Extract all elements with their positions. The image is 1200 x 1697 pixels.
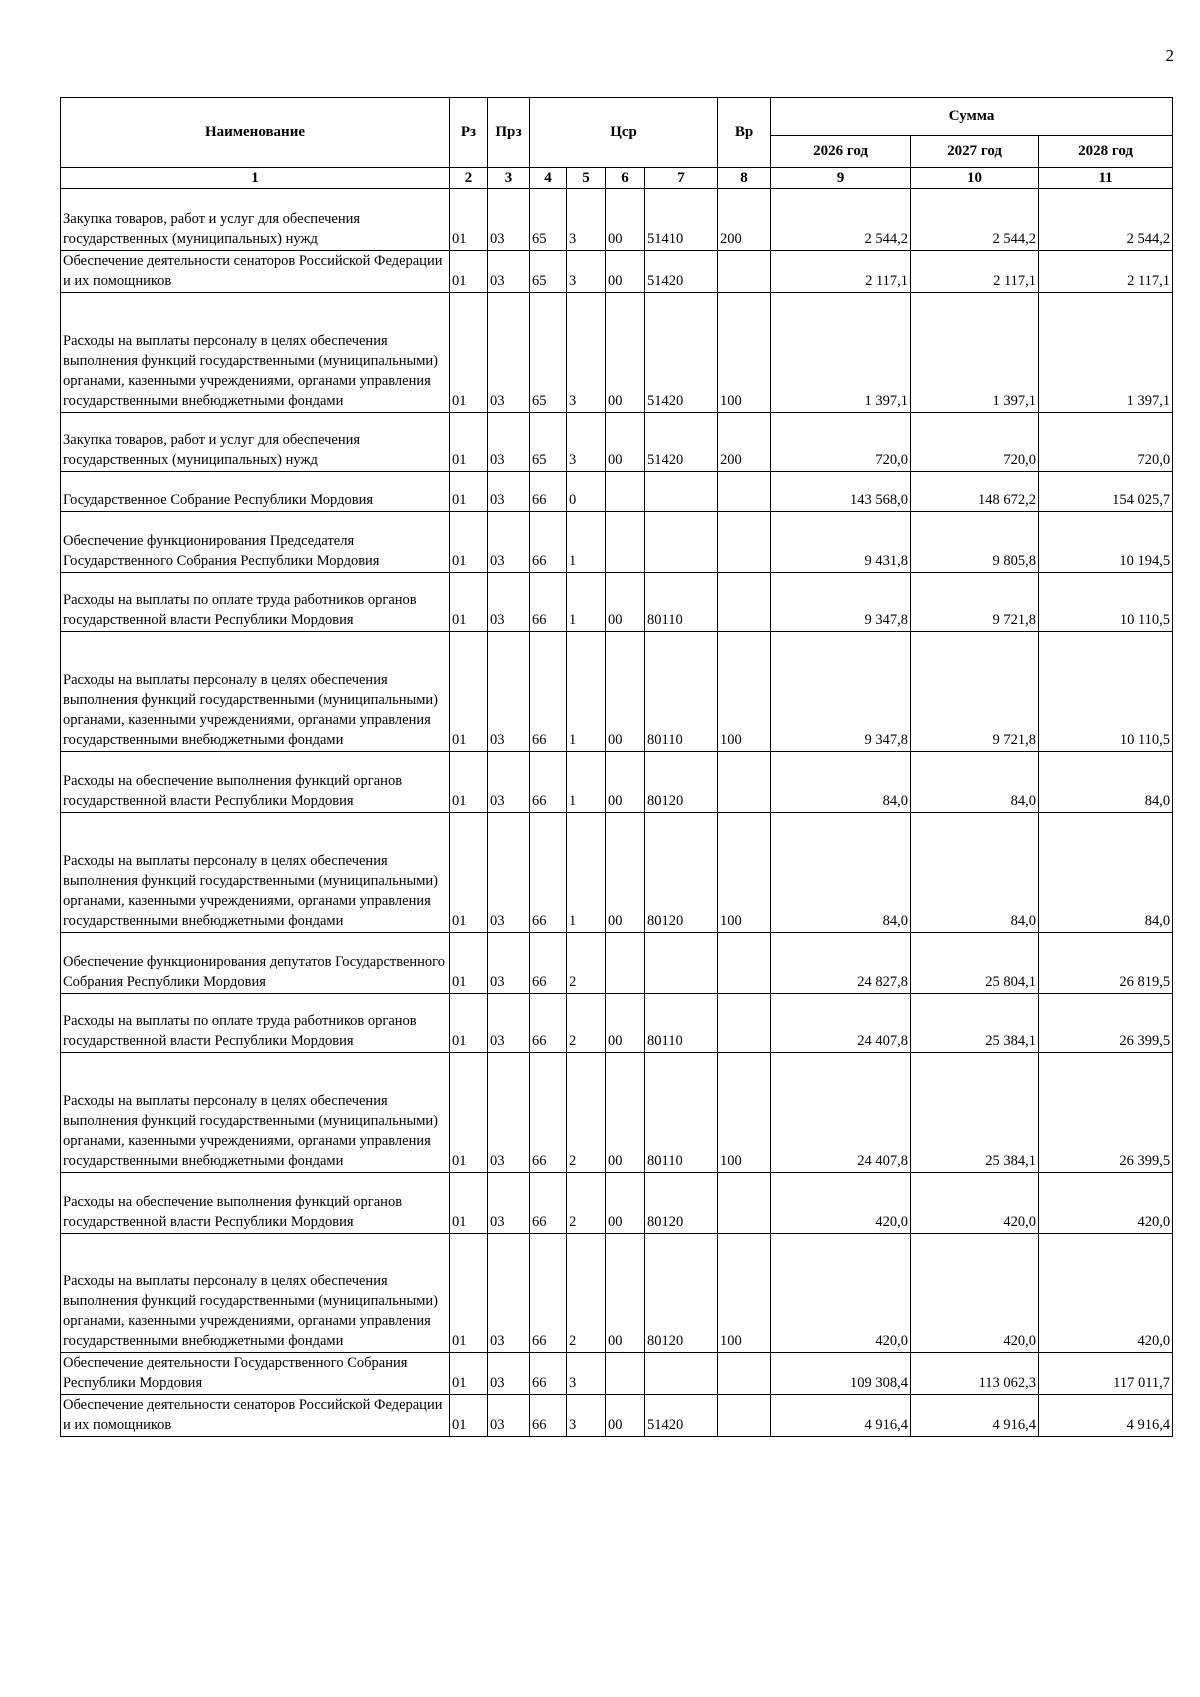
row-csr-part7: 80120 (645, 752, 718, 813)
row-vr (718, 1173, 771, 1234)
table-row (61, 752, 1173, 813)
row-rz: 01 (450, 933, 488, 994)
row-csr-part7: 51420 (645, 413, 718, 472)
row-name: Обеспечение деятельности сенаторов Российской Федерации и их помощников (61, 1395, 450, 1437)
row-amount-2027: 420,0 (911, 1234, 1039, 1353)
row-vr (718, 752, 771, 813)
row-rz: 01 (450, 251, 488, 293)
row-csr-part5: 2 (567, 1053, 606, 1173)
row-rz: 01 (450, 813, 488, 933)
row-name: Расходы на выплаты персоналу в целях обеспечения выполнения функций государственными (муниципальными) органами, казенными учреждениями, органами управления государственными внебюджетными фондами (61, 293, 450, 413)
row-csr-part4: 66 (530, 933, 567, 994)
row-csr-part4: 66 (530, 752, 567, 813)
col-header-rz: Рз (450, 98, 488, 168)
row-name: Обеспечение функционирования депутатов Государственного Собрания Республики Мордовия (61, 933, 450, 994)
row-amount-2028: 84,0 (1039, 752, 1173, 813)
row-amount-2027: 9 721,8 (911, 573, 1039, 632)
col-number: 5 (567, 168, 606, 189)
col-header-year-2026: 2026 год (771, 136, 911, 168)
row-amount-2028: 420,0 (1039, 1234, 1173, 1353)
row-prz: 03 (488, 251, 530, 293)
column-number-row (61, 168, 1173, 189)
row-vr (718, 1353, 771, 1395)
row-csr-part5: 0 (567, 472, 606, 512)
row-csr-part6: 00 (606, 293, 645, 413)
row-csr-part6: 00 (606, 632, 645, 752)
table-row (61, 632, 1173, 752)
row-csr-part7: 80110 (645, 1053, 718, 1173)
col-header-year-2027: 2027 год (911, 136, 1039, 168)
row-amount-2026: 2 117,1 (771, 251, 911, 293)
row-csr-part6: 00 (606, 413, 645, 472)
row-csr-part7: 51410 (645, 189, 718, 251)
row-name: Расходы на выплаты персоналу в целях обеспечения выполнения функций государственными (муниципальными) органами, казенными учреждениями, органами управления государственными внебюджетными фондами (61, 813, 450, 933)
row-name: Государственное Собрание Республики Мордовия (61, 472, 450, 512)
row-csr-part4: 66 (530, 1173, 567, 1234)
col-header-csr: Цср (530, 98, 718, 168)
row-prz: 03 (488, 813, 530, 933)
row-name: Обеспечение деятельности Государственного Собрания Республики Мордовия (61, 1353, 450, 1395)
row-vr (718, 994, 771, 1053)
table-row (61, 293, 1173, 413)
row-csr-part4: 66 (530, 573, 567, 632)
row-csr-part6: 00 (606, 813, 645, 933)
row-csr-part4: 66 (530, 632, 567, 752)
table-row (61, 1395, 1173, 1437)
row-csr-part5: 2 (567, 1234, 606, 1353)
row-name: Расходы на выплаты персоналу в целях обеспечения выполнения функций государственными (муниципальными) органами, казенными учреждениями, органами управления государственными внебюджетными фондами (61, 1053, 450, 1173)
row-rz: 01 (450, 1173, 488, 1234)
row-rz: 01 (450, 413, 488, 472)
row-csr-part4: 66 (530, 813, 567, 933)
row-amount-2027: 1 397,1 (911, 293, 1039, 413)
row-csr-part6: 00 (606, 189, 645, 251)
row-amount-2026: 9 431,8 (771, 512, 911, 573)
row-vr (718, 251, 771, 293)
row-csr-part6 (606, 1353, 645, 1395)
row-prz: 03 (488, 512, 530, 573)
row-rz: 01 (450, 994, 488, 1053)
row-csr-part6: 00 (606, 573, 645, 632)
col-number: 3 (488, 168, 530, 189)
row-amount-2028: 26 819,5 (1039, 933, 1173, 994)
row-amount-2027: 25 384,1 (911, 994, 1039, 1053)
row-prz: 03 (488, 573, 530, 632)
row-csr-part6: 00 (606, 994, 645, 1053)
row-rz: 01 (450, 512, 488, 573)
page-number: 2 (1165, 46, 1174, 65)
row-vr: 100 (718, 632, 771, 752)
row-csr-part4: 66 (530, 512, 567, 573)
row-csr-part7 (645, 472, 718, 512)
row-amount-2027: 9 721,8 (911, 632, 1039, 752)
table-row (61, 813, 1173, 933)
row-amount-2026: 84,0 (771, 752, 911, 813)
table-row (61, 1053, 1173, 1173)
row-amount-2026: 720,0 (771, 413, 911, 472)
row-rz: 01 (450, 1353, 488, 1395)
table-row (61, 512, 1173, 573)
row-csr-part6 (606, 933, 645, 994)
row-csr-part4: 66 (530, 1353, 567, 1395)
table-row (61, 933, 1173, 994)
row-csr-part6: 00 (606, 1234, 645, 1353)
row-csr-part7: 80110 (645, 632, 718, 752)
row-csr-part4: 66 (530, 1234, 567, 1353)
row-prz: 03 (488, 752, 530, 813)
row-name: Расходы на обеспечение выполнения функций органов государственной власти Республики Мордовия (61, 752, 450, 813)
row-amount-2026: 1 397,1 (771, 293, 911, 413)
row-amount-2028: 10 110,5 (1039, 573, 1173, 632)
col-number: 4 (530, 168, 567, 189)
row-csr-part5: 1 (567, 573, 606, 632)
row-amount-2026: 24 827,8 (771, 933, 911, 994)
row-csr-part7: 80120 (645, 1234, 718, 1353)
row-csr-part4: 66 (530, 472, 567, 512)
table-row (61, 251, 1173, 293)
row-csr-part5: 3 (567, 189, 606, 251)
row-amount-2028: 10 110,5 (1039, 632, 1173, 752)
row-rz: 01 (450, 189, 488, 251)
row-vr: 100 (718, 813, 771, 933)
row-csr-part7: 80120 (645, 1173, 718, 1234)
row-csr-part4: 66 (530, 994, 567, 1053)
col-number: 1 (61, 168, 450, 189)
row-name: Расходы на выплаты персоналу в целях обеспечения выполнения функций государственными (муниципальными) органами, казенными учреждениями, органами управления государственными внебюджетными фондами (61, 1234, 450, 1353)
col-header-prz: Прз (488, 98, 530, 168)
row-csr-part6: 00 (606, 1053, 645, 1173)
table-row (61, 1353, 1173, 1395)
row-amount-2026: 9 347,8 (771, 573, 911, 632)
table-row (61, 189, 1173, 251)
row-prz: 03 (488, 413, 530, 472)
row-name: Расходы на обеспечение выполнения функций органов государственной власти Республики Мордовия (61, 1173, 450, 1234)
table-row (61, 1173, 1173, 1234)
row-amount-2027: 113 062,3 (911, 1353, 1039, 1395)
row-amount-2027: 9 805,8 (911, 512, 1039, 573)
row-amount-2028: 26 399,5 (1039, 1053, 1173, 1173)
row-prz: 03 (488, 994, 530, 1053)
row-prz: 03 (488, 933, 530, 994)
row-rz: 01 (450, 632, 488, 752)
row-rz: 01 (450, 293, 488, 413)
row-prz: 03 (488, 472, 530, 512)
row-rz: 01 (450, 1395, 488, 1437)
row-prz: 03 (488, 632, 530, 752)
row-vr: 200 (718, 189, 771, 251)
row-prz: 03 (488, 1173, 530, 1234)
row-rz: 01 (450, 472, 488, 512)
row-amount-2028: 2 117,1 (1039, 251, 1173, 293)
row-vr: 200 (718, 413, 771, 472)
row-name: Закупка товаров, работ и услуг для обеспечения государственных (муниципальных) нужд (61, 413, 450, 472)
row-csr-part6 (606, 512, 645, 573)
row-csr-part5: 3 (567, 1353, 606, 1395)
col-header-vr: Вр (718, 98, 771, 168)
row-csr-part4: 65 (530, 189, 567, 251)
col-header-year-2028: 2028 год (1039, 136, 1173, 168)
table-body (61, 189, 1173, 1437)
row-amount-2026: 9 347,8 (771, 632, 911, 752)
row-csr-part7: 51420 (645, 251, 718, 293)
row-prz: 03 (488, 1234, 530, 1353)
row-csr-part5: 1 (567, 632, 606, 752)
row-amount-2026: 4 916,4 (771, 1395, 911, 1437)
row-csr-part5: 1 (567, 512, 606, 573)
row-csr-part5: 3 (567, 1395, 606, 1437)
row-amount-2026: 420,0 (771, 1234, 911, 1353)
row-amount-2028: 26 399,5 (1039, 994, 1173, 1053)
row-csr-part5: 2 (567, 1173, 606, 1234)
row-amount-2027: 25 804,1 (911, 933, 1039, 994)
col-number: 11 (1039, 168, 1173, 189)
col-number: 7 (645, 168, 718, 189)
row-csr-part6: 00 (606, 1395, 645, 1437)
table-row (61, 1234, 1173, 1353)
row-name: Расходы на выплаты по оплате труда работников органов государственной власти Республики Мордовия (61, 573, 450, 632)
row-amount-2026: 84,0 (771, 813, 911, 933)
row-csr-part5: 2 (567, 994, 606, 1053)
row-amount-2026: 109 308,4 (771, 1353, 911, 1395)
row-amount-2028: 154 025,7 (1039, 472, 1173, 512)
row-name: Обеспечение деятельности сенаторов Российской Федерации и их помощников (61, 251, 450, 293)
col-number: 6 (606, 168, 645, 189)
table-row (61, 573, 1173, 632)
row-csr-part5: 3 (567, 293, 606, 413)
row-vr (718, 472, 771, 512)
row-csr-part7: 51420 (645, 1395, 718, 1437)
budget-table (60, 97, 1173, 1437)
row-csr-part6: 00 (606, 1173, 645, 1234)
row-name: Расходы на выплаты персоналу в целях обеспечения выполнения функций государственными (муниципальными) органами, казенными учреждениями, органами управления государственными внебюджетными фондами (61, 632, 450, 752)
row-rz: 01 (450, 752, 488, 813)
row-prz: 03 (488, 1395, 530, 1437)
row-vr (718, 933, 771, 994)
row-amount-2027: 25 384,1 (911, 1053, 1039, 1173)
row-csr-part4: 65 (530, 293, 567, 413)
row-vr: 100 (718, 293, 771, 413)
row-name: Расходы на выплаты по оплате труда работников органов государственной власти Республики Мордовия (61, 994, 450, 1053)
row-prz: 03 (488, 1353, 530, 1395)
col-header-name: Наименование (61, 98, 450, 168)
row-amount-2028: 4 916,4 (1039, 1395, 1173, 1437)
row-csr-part5: 1 (567, 813, 606, 933)
row-amount-2026: 143 568,0 (771, 472, 911, 512)
row-name: Обеспечение функционирования Председателя Государственного Собрания Республики Мордовия (61, 512, 450, 573)
table-row (61, 472, 1173, 512)
row-amount-2026: 420,0 (771, 1173, 911, 1234)
row-vr: 100 (718, 1053, 771, 1173)
header-row-top (61, 98, 1173, 136)
row-amount-2027: 84,0 (911, 752, 1039, 813)
row-rz: 01 (450, 1234, 488, 1353)
row-csr-part5: 2 (567, 933, 606, 994)
row-amount-2028: 84,0 (1039, 813, 1173, 933)
row-rz: 01 (450, 1053, 488, 1173)
row-csr-part7: 80110 (645, 994, 718, 1053)
row-vr: 100 (718, 1234, 771, 1353)
row-csr-part7: 80120 (645, 813, 718, 933)
row-amount-2027: 420,0 (911, 1173, 1039, 1234)
row-prz: 03 (488, 189, 530, 251)
col-number: 9 (771, 168, 911, 189)
row-amount-2028: 10 194,5 (1039, 512, 1173, 573)
row-csr-part7 (645, 1353, 718, 1395)
row-csr-part4: 66 (530, 1053, 567, 1173)
table-row (61, 994, 1173, 1053)
row-csr-part4: 65 (530, 413, 567, 472)
row-vr (718, 573, 771, 632)
table-row (61, 413, 1173, 472)
row-csr-part6: 00 (606, 752, 645, 813)
row-vr (718, 1395, 771, 1437)
row-csr-part7: 80110 (645, 573, 718, 632)
row-amount-2026: 2 544,2 (771, 189, 911, 251)
col-header-sum: Сумма (771, 98, 1173, 136)
col-number: 10 (911, 168, 1039, 189)
row-amount-2028: 117 011,7 (1039, 1353, 1173, 1395)
row-amount-2026: 24 407,8 (771, 1053, 911, 1173)
row-csr-part6: 00 (606, 251, 645, 293)
row-amount-2028: 2 544,2 (1039, 189, 1173, 251)
row-csr-part4: 66 (530, 1395, 567, 1437)
row-prz: 03 (488, 293, 530, 413)
row-name: Закупка товаров, работ и услуг для обеспечения государственных (муниципальных) нужд (61, 189, 450, 251)
row-amount-2027: 148 672,2 (911, 472, 1039, 512)
col-number: 2 (450, 168, 488, 189)
row-csr-part7 (645, 512, 718, 573)
row-amount-2026: 24 407,8 (771, 994, 911, 1053)
row-amount-2028: 1 397,1 (1039, 293, 1173, 413)
row-csr-part5: 3 (567, 413, 606, 472)
row-amount-2028: 420,0 (1039, 1173, 1173, 1234)
row-amount-2027: 720,0 (911, 413, 1039, 472)
row-vr (718, 512, 771, 573)
row-amount-2027: 4 916,4 (911, 1395, 1039, 1437)
row-csr-part4: 65 (530, 251, 567, 293)
row-rz: 01 (450, 573, 488, 632)
col-number: 8 (718, 168, 771, 189)
row-amount-2027: 2 544,2 (911, 189, 1039, 251)
row-prz: 03 (488, 1053, 530, 1173)
row-amount-2028: 720,0 (1039, 413, 1173, 472)
row-amount-2027: 84,0 (911, 813, 1039, 933)
row-csr-part7: 51420 (645, 293, 718, 413)
row-csr-part5: 3 (567, 251, 606, 293)
row-csr-part5: 1 (567, 752, 606, 813)
row-csr-part6 (606, 472, 645, 512)
row-amount-2027: 2 117,1 (911, 251, 1039, 293)
row-csr-part7 (645, 933, 718, 994)
